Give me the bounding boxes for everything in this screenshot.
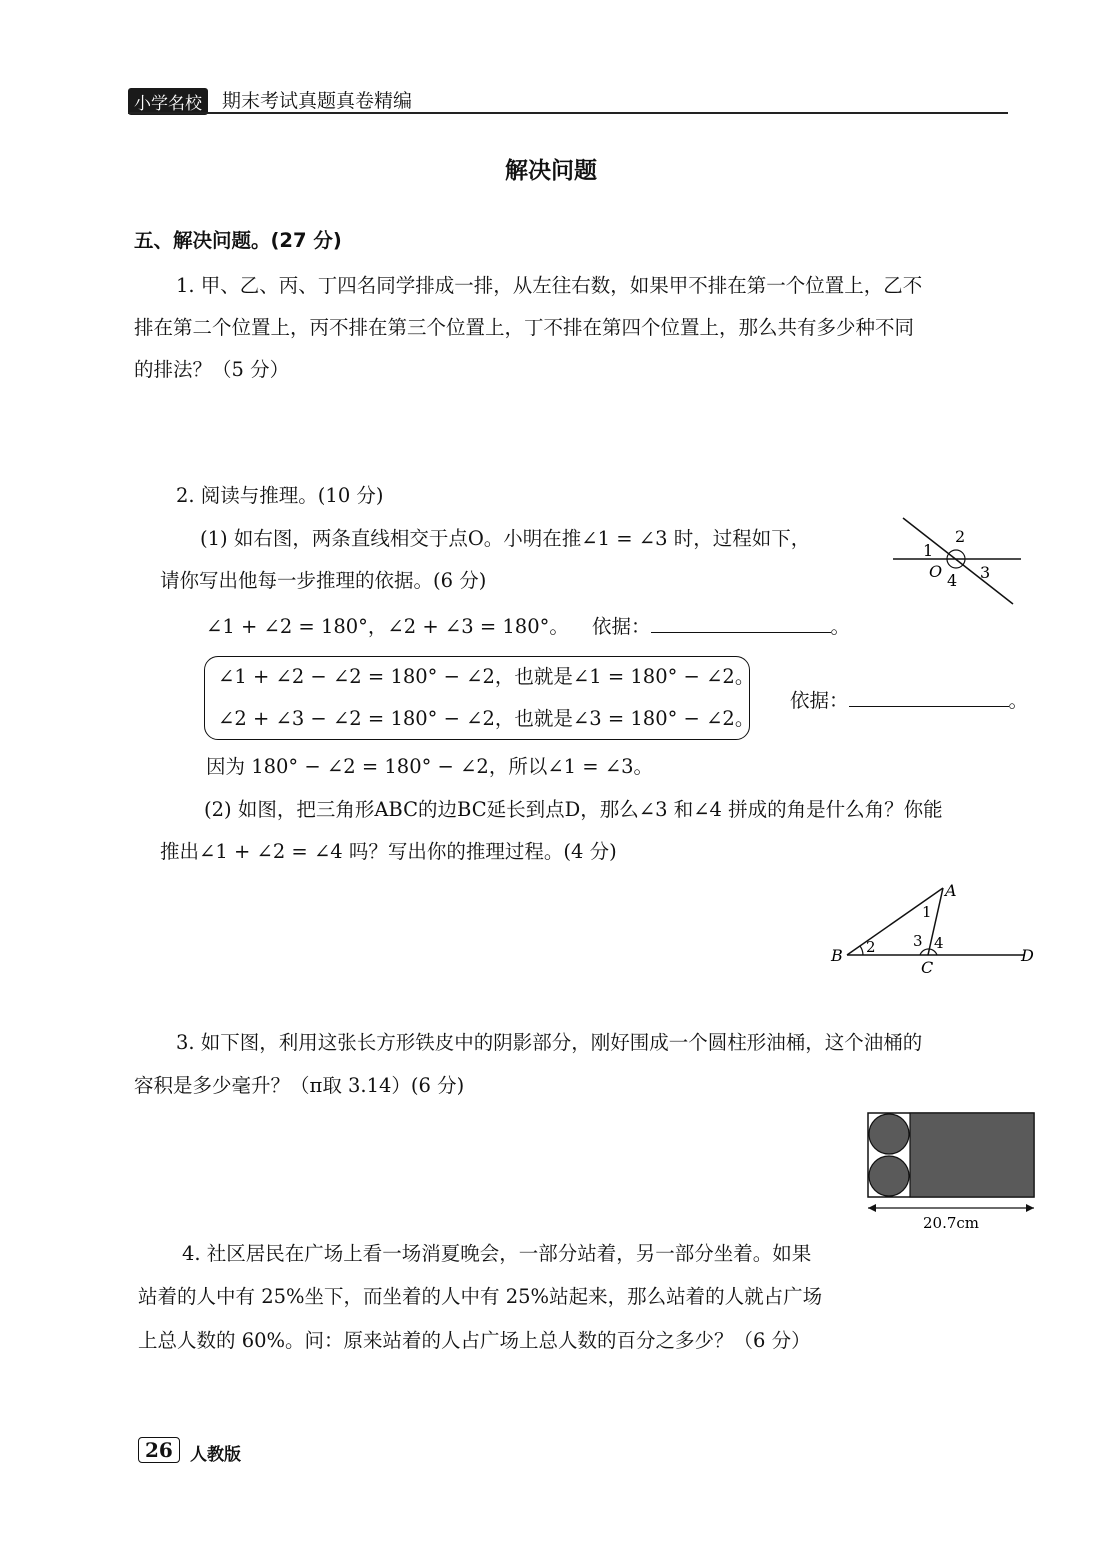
q2-part2-line2: 推出∠1 + ∠2 = ∠4 吗？写出你的推理过程。(4 分)	[160, 840, 617, 863]
q3-line1: 3. 如下图，利用这张长方形铁皮中的阴影部分，刚好围成一个圆柱形油桶，这个油桶的	[176, 1031, 923, 1054]
q2-part1-line1: (1) 如右图，两条直线相交于点O。小明在推∠1 = ∠3 时，过程如下，	[200, 527, 811, 550]
answer-blank-2[interactable]	[849, 684, 1009, 707]
fig1-label-o: O	[929, 562, 943, 581]
q2-basis-1	[592, 606, 850, 648]
section-heading: 五、解决问题。(27 分)	[134, 229, 342, 252]
circle-bottom	[869, 1156, 909, 1196]
angle-arc-2	[860, 946, 863, 955]
page-number: 26	[138, 1437, 180, 1463]
period: 。	[830, 615, 851, 638]
header-title: 期末考试真题真卷精编	[222, 90, 413, 112]
fig1-label-2: 2	[955, 527, 966, 546]
q1-line1: 1. 甲、乙、丙、丁四名同学排成一排，从左往右数，如果甲不排在第一个位置上，乙不	[176, 274, 923, 297]
intersecting-lines-figure	[885, 512, 1025, 608]
triangle-abc-figure	[825, 880, 1045, 976]
q1-line2: 排在第二个位置上，丙不排在第三个位置上，丁不排在第四个位置上，那么共有多少种不同	[134, 316, 915, 339]
q2-box-line1: ∠1 + ∠2 − ∠2 = 180° − ∠2，也就是∠1 = 180° − ∠2。	[218, 665, 755, 688]
q3-line2: 容积是多少毫升？（π取 3.14）(6 分)	[134, 1074, 465, 1097]
q2-part1-line2: 请你写出他每一步推理的依据。(6 分)	[160, 569, 487, 592]
q1-line3: 的排法？（5 分）	[134, 358, 290, 381]
fig2-label-4: 4	[934, 934, 944, 952]
q4-line3: 上总人数的 60%。问：原来站着的人占广场上总人数的百分之多少？（6 分）	[138, 1329, 811, 1352]
dimension-label: 20.7cm	[922, 1214, 980, 1232]
side-ab	[847, 888, 943, 955]
fig2-label-1: 1	[922, 903, 932, 921]
fig2-label-3: 3	[913, 932, 923, 950]
header-rule	[128, 112, 1008, 114]
q2-box-line2: ∠2 + ∠3 − ∠2 = 180° − ∠2，也就是∠3 = 180° − ∠2。	[218, 707, 755, 730]
arrow-left	[868, 1204, 876, 1212]
circle-top	[869, 1114, 909, 1154]
q2-title: 2. 阅读与推理。(10 分)	[176, 484, 384, 507]
fig2-label-c: C	[921, 958, 934, 976]
iron-sheet-figure	[862, 1108, 1042, 1234]
edition-label: 人教版	[190, 1445, 241, 1465]
answer-blank-1[interactable]	[651, 610, 831, 633]
q2-basis-2	[790, 680, 1028, 722]
shaded-rectangle	[910, 1113, 1034, 1197]
q2-step1: ∠1 + ∠2 = 180°，∠2 + ∠3 = 180°。	[206, 615, 569, 638]
fig1-label-3: 3	[980, 563, 991, 582]
fig2-label-a: A	[945, 881, 957, 900]
header-badge: 小学名校	[128, 88, 208, 115]
fig1-label-4: 4	[947, 571, 958, 590]
fig2-label-b: B	[831, 946, 843, 965]
q2-part2-line1: (2) 如图，把三角形ABC的边BC延长到点D，那么∠3 和∠4 拼成的角是什么角？你能	[204, 798, 943, 821]
fig2-label-d: D	[1021, 946, 1034, 965]
period: 。	[1008, 689, 1029, 712]
arrow-right	[1026, 1204, 1034, 1212]
q2-conclusion: 因为 180° − ∠2 = 180° − ∠2，所以∠1 = ∠3。	[206, 755, 654, 778]
fig1-label-1: 1	[923, 541, 934, 560]
q4-line2: 站着的人中有 25%坐下，而坐着的人中有 25%站起来，那么站着的人就占广场	[138, 1285, 823, 1308]
q4-line1: 4. 社区居民在广场上看一场消夏晚会，一部分站着，另一部分坐着。如果	[182, 1242, 812, 1265]
page-title: 解决问题	[505, 158, 597, 184]
basis-label: 依据：	[592, 615, 651, 638]
basis-label: 依据：	[790, 689, 849, 712]
fig2-label-2: 2	[866, 938, 876, 956]
